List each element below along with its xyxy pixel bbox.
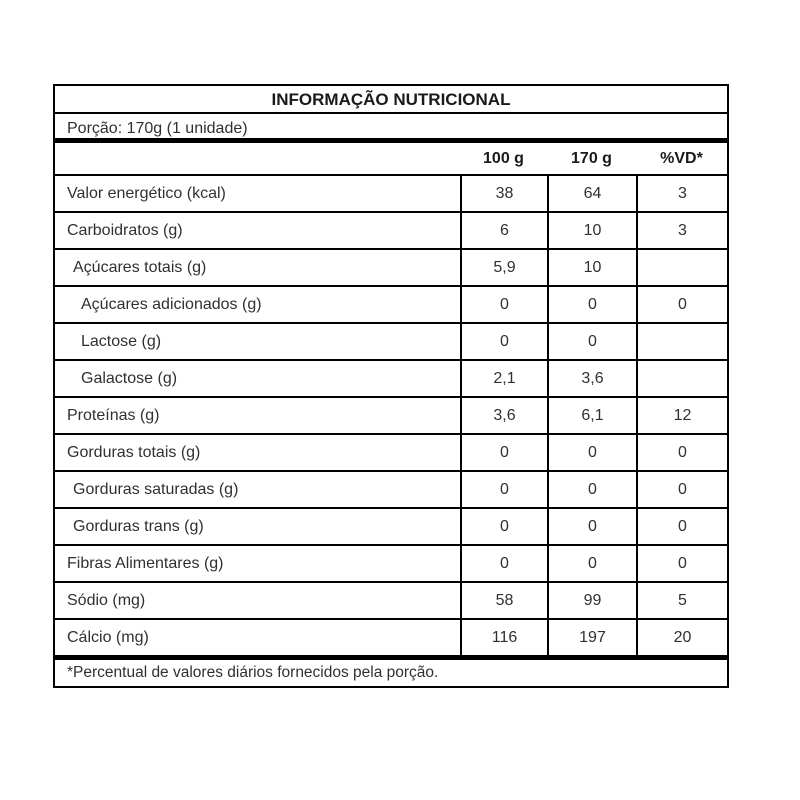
value-vd: 12 [636, 398, 727, 433]
table-row [55, 472, 727, 509]
value-vd: 20 [636, 620, 727, 655]
value-100g: 6 [460, 213, 547, 248]
value-170g: 197 [547, 620, 636, 655]
value-vd [636, 361, 727, 396]
value-100g: 2,1 [460, 361, 547, 396]
table-row [55, 287, 727, 324]
nutrient-label: Sódio (mg) [67, 591, 146, 609]
nutrient-label: Gorduras totais (g) [67, 443, 201, 461]
nutrient-label: Galactose (g) [81, 369, 178, 387]
table-row [55, 583, 727, 620]
value-170g: 0 [547, 472, 636, 507]
value-170g: 0 [547, 546, 636, 581]
value-vd [636, 324, 727, 359]
value-100g: 58 [460, 583, 547, 618]
value-100g: 0 [460, 472, 547, 507]
value-170g: 0 [547, 324, 636, 359]
value-100g: 0 [460, 546, 547, 581]
nutrition-table [53, 84, 729, 688]
nutrient-label: Gorduras saturadas (g) [73, 480, 239, 498]
table-row [55, 324, 727, 361]
nutrient-label: Lactose (g) [81, 332, 162, 350]
nutrient-label: Valor energético (kcal) [67, 184, 226, 202]
column-header-vd: %VD* [660, 149, 703, 167]
nutrient-label: Fibras Alimentares (g) [67, 554, 224, 572]
footnote: *Percentual de valores diários fornecidos pela porção. [67, 664, 439, 681]
table-row [55, 509, 727, 546]
value-170g: 10 [547, 213, 636, 248]
value-100g: 5,9 [460, 250, 547, 285]
nutrient-label: Carboidratos (g) [67, 221, 183, 239]
value-vd: 0 [636, 287, 727, 322]
table-row [55, 435, 727, 472]
table-row [55, 176, 727, 213]
value-vd: 3 [636, 176, 727, 211]
nutrient-label: Açúcares totais (g) [73, 258, 207, 276]
table-row [55, 250, 727, 287]
column-header-row [55, 143, 727, 176]
value-170g: 3,6 [547, 361, 636, 396]
value-100g: 38 [460, 176, 547, 211]
serving-size: Porção: 170g (1 unidade) [55, 114, 727, 143]
column-header-100g: 100 g [483, 149, 524, 167]
table-row [55, 546, 727, 583]
nutrient-label: Gorduras trans (g) [73, 517, 204, 535]
value-100g: 3,6 [460, 398, 547, 433]
value-vd: 0 [636, 509, 727, 544]
table-row [55, 398, 727, 435]
value-170g: 99 [547, 583, 636, 618]
value-170g: 0 [547, 435, 636, 470]
value-100g: 116 [460, 620, 547, 655]
value-170g: 64 [547, 176, 636, 211]
nutrient-rows [55, 176, 727, 660]
table-title: INFORMAÇÃO NUTRICIONAL [55, 86, 727, 114]
column-header-170g: 170 g [571, 149, 612, 167]
value-100g: 0 [460, 324, 547, 359]
nutrient-label: Proteínas (g) [67, 406, 160, 424]
value-100g: 0 [460, 287, 547, 322]
column-header-spacer [55, 143, 460, 174]
value-vd: 3 [636, 213, 727, 248]
value-100g: 0 [460, 509, 547, 544]
nutrient-label: Açúcares adicionados (g) [81, 295, 262, 313]
table-row [55, 213, 727, 250]
value-vd: 0 [636, 546, 727, 581]
value-vd: 0 [636, 435, 727, 470]
table-row [55, 620, 727, 660]
nutrient-label: Cálcio (mg) [67, 628, 149, 646]
value-170g: 10 [547, 250, 636, 285]
value-170g: 0 [547, 287, 636, 322]
value-170g: 0 [547, 509, 636, 544]
value-170g: 6,1 [547, 398, 636, 433]
table-row [55, 361, 727, 398]
value-vd: 5 [636, 583, 727, 618]
value-vd [636, 250, 727, 285]
value-100g: 0 [460, 435, 547, 470]
value-vd: 0 [636, 472, 727, 507]
